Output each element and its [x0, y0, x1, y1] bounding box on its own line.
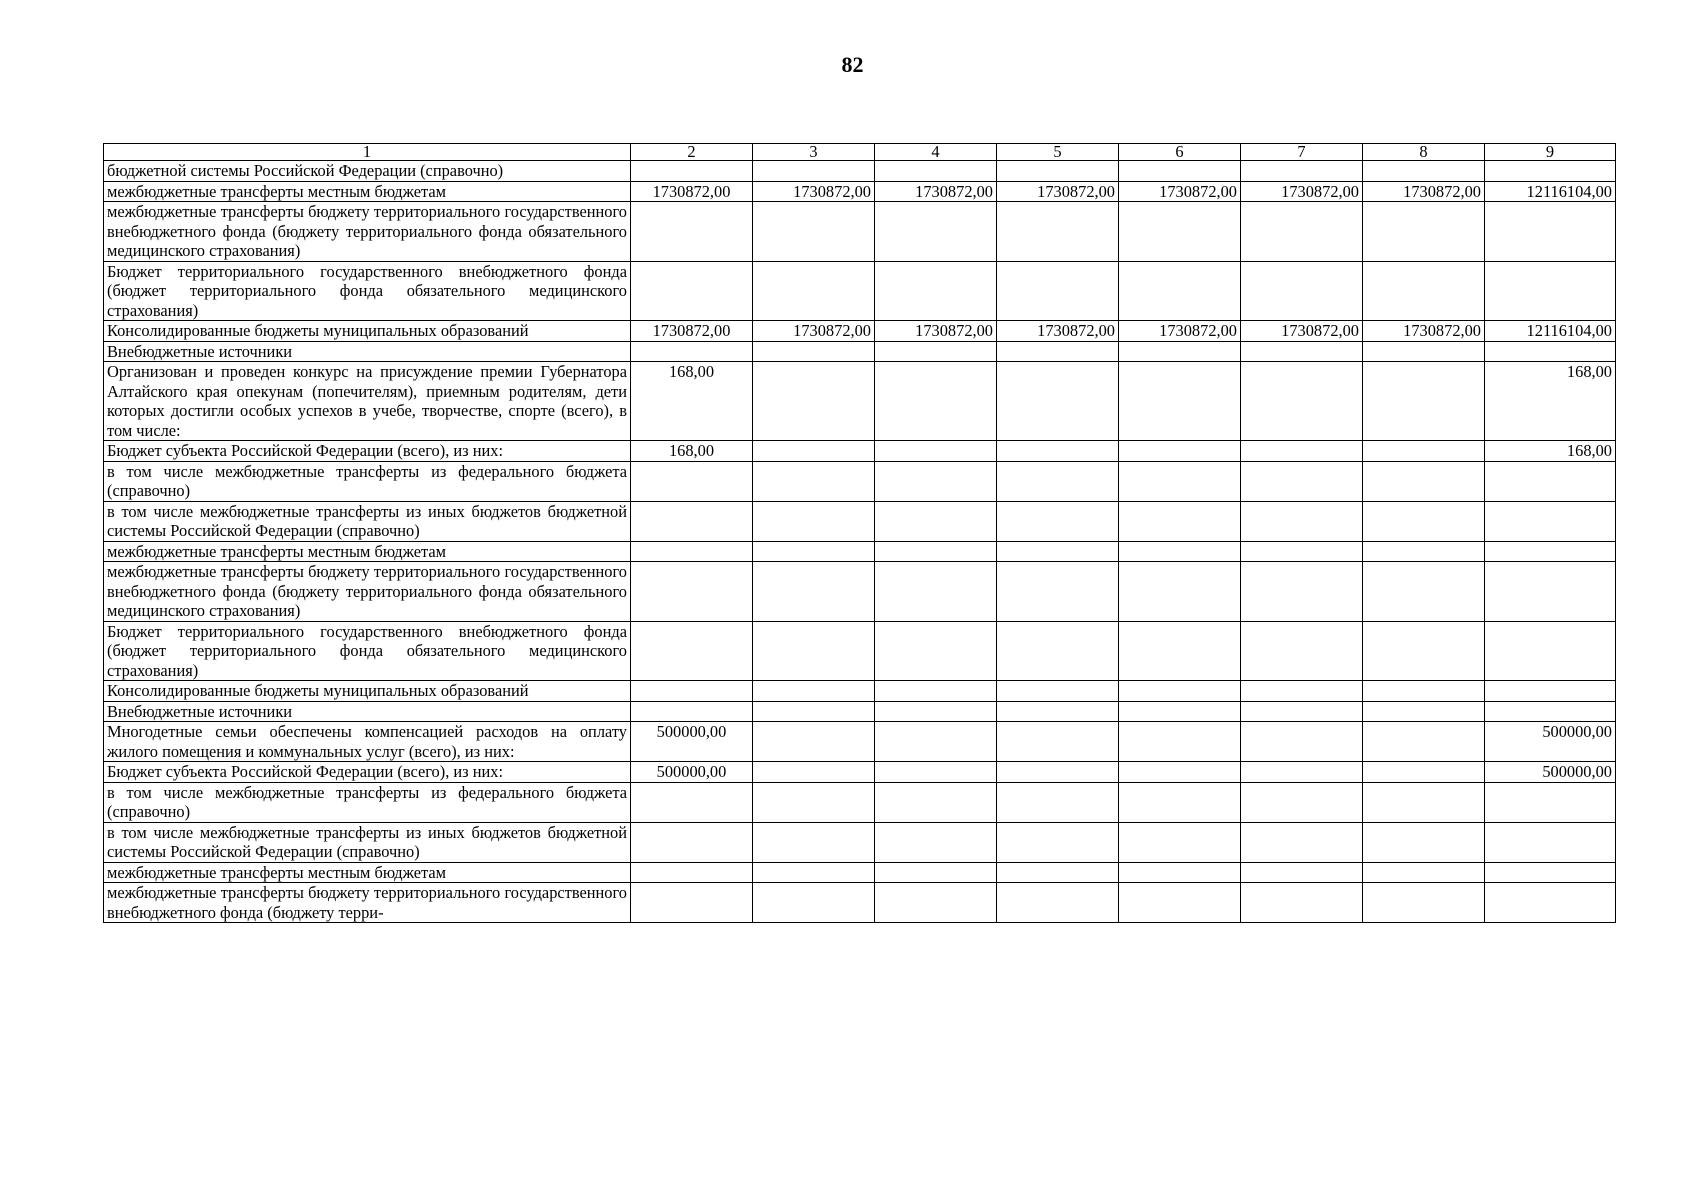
value-cell-col-3 — [753, 822, 875, 862]
value-cell-col-4 — [875, 822, 997, 862]
value-cell-col-4 — [875, 762, 997, 783]
value-cell-col-8 — [1363, 541, 1485, 562]
value-cell-col-7 — [1241, 501, 1363, 541]
value-cell-col-2 — [631, 681, 753, 702]
value-cell-col-4 — [875, 261, 997, 321]
value-cell-col-6 — [1119, 822, 1241, 862]
value-cell-col-7 — [1241, 762, 1363, 783]
value-cell-col-3 — [753, 883, 875, 923]
value-cell-col-5: 1730872,00 — [997, 321, 1119, 342]
value-cell-col-7 — [1241, 461, 1363, 501]
value-cell-col-6 — [1119, 441, 1241, 462]
value-cell-col-4: 1730872,00 — [875, 181, 997, 202]
row-label: Консолидированные бюджеты муниципальных образований — [104, 321, 631, 342]
value-cell-col-6 — [1119, 541, 1241, 562]
value-cell-col-2 — [631, 202, 753, 262]
column-header: 7 — [1241, 144, 1363, 161]
value-cell-col-3 — [753, 701, 875, 722]
value-cell-col-6 — [1119, 461, 1241, 501]
row-label: Внебюджетные источники — [104, 341, 631, 362]
page-number: 82 — [841, 52, 864, 77]
value-cell-col-2 — [631, 822, 753, 862]
value-cell-col-6 — [1119, 722, 1241, 762]
value-cell-col-4: 1730872,00 — [875, 321, 997, 342]
value-cell-col-4 — [875, 701, 997, 722]
value-cell-col-8 — [1363, 441, 1485, 462]
value-cell-col-9 — [1485, 202, 1616, 262]
value-cell-col-9 — [1485, 681, 1616, 702]
budget-table — [103, 143, 1616, 923]
value-cell-col-9: 12116104,00 — [1485, 181, 1616, 202]
value-cell-col-2: 1730872,00 — [631, 321, 753, 342]
table-row — [104, 321, 1616, 342]
table-row — [104, 161, 1616, 182]
value-cell-col-8 — [1363, 461, 1485, 501]
value-cell-col-9 — [1485, 541, 1616, 562]
value-cell-col-4 — [875, 722, 997, 762]
value-cell-col-5 — [997, 261, 1119, 321]
table-row — [104, 562, 1616, 622]
value-cell-col-2 — [631, 701, 753, 722]
value-cell-col-5 — [997, 441, 1119, 462]
value-cell-col-8 — [1363, 621, 1485, 681]
value-cell-col-7 — [1241, 562, 1363, 622]
table-row — [104, 701, 1616, 722]
value-cell-col-6: 1730872,00 — [1119, 181, 1241, 202]
value-cell-col-5: 1730872,00 — [997, 181, 1119, 202]
value-cell-col-2 — [631, 341, 753, 362]
column-header: 1 — [104, 144, 631, 161]
table-row — [104, 822, 1616, 862]
row-label: Многодетные семьи обеспечены компенсацией расходов на оплату жилого помещения и коммунальных услуг (всего), из них: — [104, 722, 631, 762]
value-cell-col-6 — [1119, 501, 1241, 541]
row-label: межбюджетные трансферты бюджету территориального государственного внебюджетного фонда (бюджету территориального фонда обязательного медицинского страхования) — [104, 562, 631, 622]
value-cell-col-5 — [997, 341, 1119, 362]
table-row — [104, 261, 1616, 321]
row-label: межбюджетные трансферты местным бюджетам — [104, 862, 631, 883]
value-cell-col-9: 168,00 — [1485, 362, 1616, 441]
table-row — [104, 501, 1616, 541]
value-cell-col-9 — [1485, 501, 1616, 541]
value-cell-col-2 — [631, 541, 753, 562]
table-row — [104, 341, 1616, 362]
row-label: межбюджетные трансферты местным бюджетам — [104, 181, 631, 202]
value-cell-col-2: 500000,00 — [631, 762, 753, 783]
value-cell-col-3 — [753, 461, 875, 501]
value-cell-col-5 — [997, 722, 1119, 762]
value-cell-col-7 — [1241, 701, 1363, 722]
column-header: 4 — [875, 144, 997, 161]
value-cell-col-7 — [1241, 782, 1363, 822]
value-cell-col-6 — [1119, 762, 1241, 783]
value-cell-col-4 — [875, 562, 997, 622]
table-row — [104, 202, 1616, 262]
value-cell-col-6 — [1119, 261, 1241, 321]
value-cell-col-8 — [1363, 161, 1485, 182]
value-cell-col-9: 12116104,00 — [1485, 321, 1616, 342]
value-cell-col-9 — [1485, 341, 1616, 362]
value-cell-col-8 — [1363, 762, 1485, 783]
value-cell-col-3 — [753, 161, 875, 182]
table-row — [104, 782, 1616, 822]
value-cell-col-5 — [997, 782, 1119, 822]
value-cell-col-4 — [875, 461, 997, 501]
value-cell-col-7 — [1241, 341, 1363, 362]
table-row — [104, 862, 1616, 883]
value-cell-col-3 — [753, 261, 875, 321]
value-cell-col-3: 1730872,00 — [753, 181, 875, 202]
value-cell-col-3 — [753, 341, 875, 362]
value-cell-col-8 — [1363, 261, 1485, 321]
table-row — [104, 762, 1616, 783]
value-cell-col-2 — [631, 261, 753, 321]
value-cell-col-4 — [875, 161, 997, 182]
table-body — [104, 161, 1616, 923]
value-cell-col-8 — [1363, 501, 1485, 541]
column-number-row — [104, 144, 1616, 161]
value-cell-col-6 — [1119, 681, 1241, 702]
column-header: 5 — [997, 144, 1119, 161]
value-cell-col-5 — [997, 621, 1119, 681]
value-cell-col-8 — [1363, 722, 1485, 762]
table-row — [104, 883, 1616, 923]
table-row — [104, 621, 1616, 681]
value-cell-col-7 — [1241, 883, 1363, 923]
value-cell-col-8 — [1363, 562, 1485, 622]
row-label: в том числе межбюджетные трансферты из иных бюджетов бюджетной системы Российской Федерации (справочно) — [104, 822, 631, 862]
value-cell-col-8: 1730872,00 — [1363, 321, 1485, 342]
row-label: Бюджет субъекта Российской Федерации (всего), из них: — [104, 441, 631, 462]
value-cell-col-6 — [1119, 161, 1241, 182]
value-cell-col-6 — [1119, 341, 1241, 362]
value-cell-col-6: 1730872,00 — [1119, 321, 1241, 342]
value-cell-col-6 — [1119, 562, 1241, 622]
value-cell-col-7 — [1241, 441, 1363, 462]
value-cell-col-5 — [997, 562, 1119, 622]
value-cell-col-2 — [631, 461, 753, 501]
value-cell-col-3 — [753, 862, 875, 883]
row-label: Организован и проведен конкурс на присуждение премии Губернатора Алтайского края опекунам (попечителям), приемным родителям, дети которых достигли особых успехов в учебе, творчестве, спорте (всего), в том числе: — [104, 362, 631, 441]
value-cell-col-3 — [753, 541, 875, 562]
value-cell-col-5 — [997, 701, 1119, 722]
row-label: Консолидированные бюджеты муниципальных образований — [104, 681, 631, 702]
value-cell-col-2 — [631, 501, 753, 541]
value-cell-col-8 — [1363, 822, 1485, 862]
value-cell-col-4 — [875, 341, 997, 362]
value-cell-col-5 — [997, 501, 1119, 541]
value-cell-col-3 — [753, 762, 875, 783]
value-cell-col-3: 1730872,00 — [753, 321, 875, 342]
row-label: межбюджетные трансферты бюджету территориального государственного внебюджетного фонда (бюджету территориального фонда обязательного медицинского страхования) — [104, 202, 631, 262]
value-cell-col-3 — [753, 441, 875, 462]
value-cell-col-5 — [997, 161, 1119, 182]
column-header: 6 — [1119, 144, 1241, 161]
value-cell-col-9 — [1485, 161, 1616, 182]
value-cell-col-8 — [1363, 883, 1485, 923]
value-cell-col-4 — [875, 862, 997, 883]
value-cell-col-3 — [753, 562, 875, 622]
table-row — [104, 541, 1616, 562]
value-cell-col-3 — [753, 501, 875, 541]
value-cell-col-4 — [875, 541, 997, 562]
value-cell-col-4 — [875, 202, 997, 262]
value-cell-col-9 — [1485, 562, 1616, 622]
value-cell-col-8 — [1363, 202, 1485, 262]
value-cell-col-7 — [1241, 621, 1363, 681]
value-cell-col-9 — [1485, 701, 1616, 722]
value-cell-col-7 — [1241, 822, 1363, 862]
row-label: бюджетной системы Российской Федерации (справочно) — [104, 161, 631, 182]
value-cell-col-3 — [753, 722, 875, 762]
value-cell-col-3 — [753, 362, 875, 441]
value-cell-col-7 — [1241, 722, 1363, 762]
value-cell-col-9 — [1485, 883, 1616, 923]
value-cell-col-7 — [1241, 362, 1363, 441]
value-cell-col-9: 168,00 — [1485, 441, 1616, 462]
value-cell-col-5 — [997, 202, 1119, 262]
value-cell-col-3 — [753, 782, 875, 822]
row-label: межбюджетные трансферты бюджету территориального государственного внебюджетного фонда (бюджету терри- — [104, 883, 631, 923]
value-cell-col-8 — [1363, 681, 1485, 702]
value-cell-col-4 — [875, 883, 997, 923]
value-cell-col-5 — [997, 362, 1119, 441]
value-cell-col-3 — [753, 202, 875, 262]
value-cell-col-9: 500000,00 — [1485, 762, 1616, 783]
value-cell-col-8 — [1363, 701, 1485, 722]
table-row — [104, 181, 1616, 202]
value-cell-col-2 — [631, 782, 753, 822]
value-cell-col-7 — [1241, 541, 1363, 562]
value-cell-col-9 — [1485, 461, 1616, 501]
value-cell-col-2 — [631, 562, 753, 622]
value-cell-col-9 — [1485, 782, 1616, 822]
row-label: в том числе межбюджетные трансферты из иных бюджетов бюджетной системы Российской Федерации (справочно) — [104, 501, 631, 541]
row-label: Бюджет территориального государственного внебюджетного фонда (бюджет территориального фонда обязательного медицинского страхования) — [104, 261, 631, 321]
column-header: 3 — [753, 144, 875, 161]
value-cell-col-9: 500000,00 — [1485, 722, 1616, 762]
value-cell-col-5 — [997, 883, 1119, 923]
value-cell-col-5 — [997, 762, 1119, 783]
value-cell-col-6 — [1119, 883, 1241, 923]
table-row — [104, 681, 1616, 702]
value-cell-col-6 — [1119, 782, 1241, 822]
value-cell-col-8 — [1363, 362, 1485, 441]
value-cell-col-4 — [875, 501, 997, 541]
row-label: в том числе межбюджетные трансферты из федерального бюджета (справочно) — [104, 461, 631, 501]
value-cell-col-7: 1730872,00 — [1241, 321, 1363, 342]
row-label: Бюджет субъекта Российской Федерации (всего), из них: — [104, 762, 631, 783]
row-label: в том числе межбюджетные трансферты из федерального бюджета (справочно) — [104, 782, 631, 822]
table-row — [104, 461, 1616, 501]
value-cell-col-2: 1730872,00 — [631, 181, 753, 202]
value-cell-col-4 — [875, 362, 997, 441]
value-cell-col-9 — [1485, 261, 1616, 321]
value-cell-col-6 — [1119, 362, 1241, 441]
value-cell-col-7 — [1241, 862, 1363, 883]
value-cell-col-5 — [997, 541, 1119, 562]
row-label: Бюджет территориального государственного внебюджетного фонда (бюджет территориального фонда обязательного медицинского страхования) — [104, 621, 631, 681]
value-cell-col-8 — [1363, 341, 1485, 362]
value-cell-col-5 — [997, 681, 1119, 702]
value-cell-col-7 — [1241, 681, 1363, 702]
column-header: 9 — [1485, 144, 1616, 161]
row-label: Внебюджетные источники — [104, 701, 631, 722]
table-row — [104, 362, 1616, 441]
value-cell-col-2 — [631, 862, 753, 883]
value-cell-col-2: 168,00 — [631, 441, 753, 462]
value-cell-col-4 — [875, 441, 997, 462]
value-cell-col-5 — [997, 822, 1119, 862]
value-cell-col-2 — [631, 161, 753, 182]
value-cell-col-6 — [1119, 621, 1241, 681]
value-cell-col-8: 1730872,00 — [1363, 181, 1485, 202]
column-header: 2 — [631, 144, 753, 161]
value-cell-col-3 — [753, 621, 875, 681]
value-cell-col-7 — [1241, 261, 1363, 321]
value-cell-col-7 — [1241, 161, 1363, 182]
value-cell-col-7 — [1241, 202, 1363, 262]
value-cell-col-2: 500000,00 — [631, 722, 753, 762]
value-cell-col-9 — [1485, 621, 1616, 681]
value-cell-col-4 — [875, 681, 997, 702]
value-cell-col-6 — [1119, 862, 1241, 883]
value-cell-col-4 — [875, 621, 997, 681]
table-row — [104, 441, 1616, 462]
value-cell-col-5 — [997, 461, 1119, 501]
value-cell-col-7: 1730872,00 — [1241, 181, 1363, 202]
value-cell-col-8 — [1363, 782, 1485, 822]
value-cell-col-2 — [631, 621, 753, 681]
value-cell-col-2 — [631, 883, 753, 923]
value-cell-col-2: 168,00 — [631, 362, 753, 441]
row-label: межбюджетные трансферты местным бюджетам — [104, 541, 631, 562]
value-cell-col-8 — [1363, 862, 1485, 883]
column-header: 8 — [1363, 144, 1485, 161]
value-cell-col-9 — [1485, 822, 1616, 862]
value-cell-col-3 — [753, 681, 875, 702]
value-cell-col-4 — [875, 782, 997, 822]
value-cell-col-6 — [1119, 701, 1241, 722]
table-row — [104, 722, 1616, 762]
value-cell-col-6 — [1119, 202, 1241, 262]
value-cell-col-9 — [1485, 862, 1616, 883]
value-cell-col-5 — [997, 862, 1119, 883]
